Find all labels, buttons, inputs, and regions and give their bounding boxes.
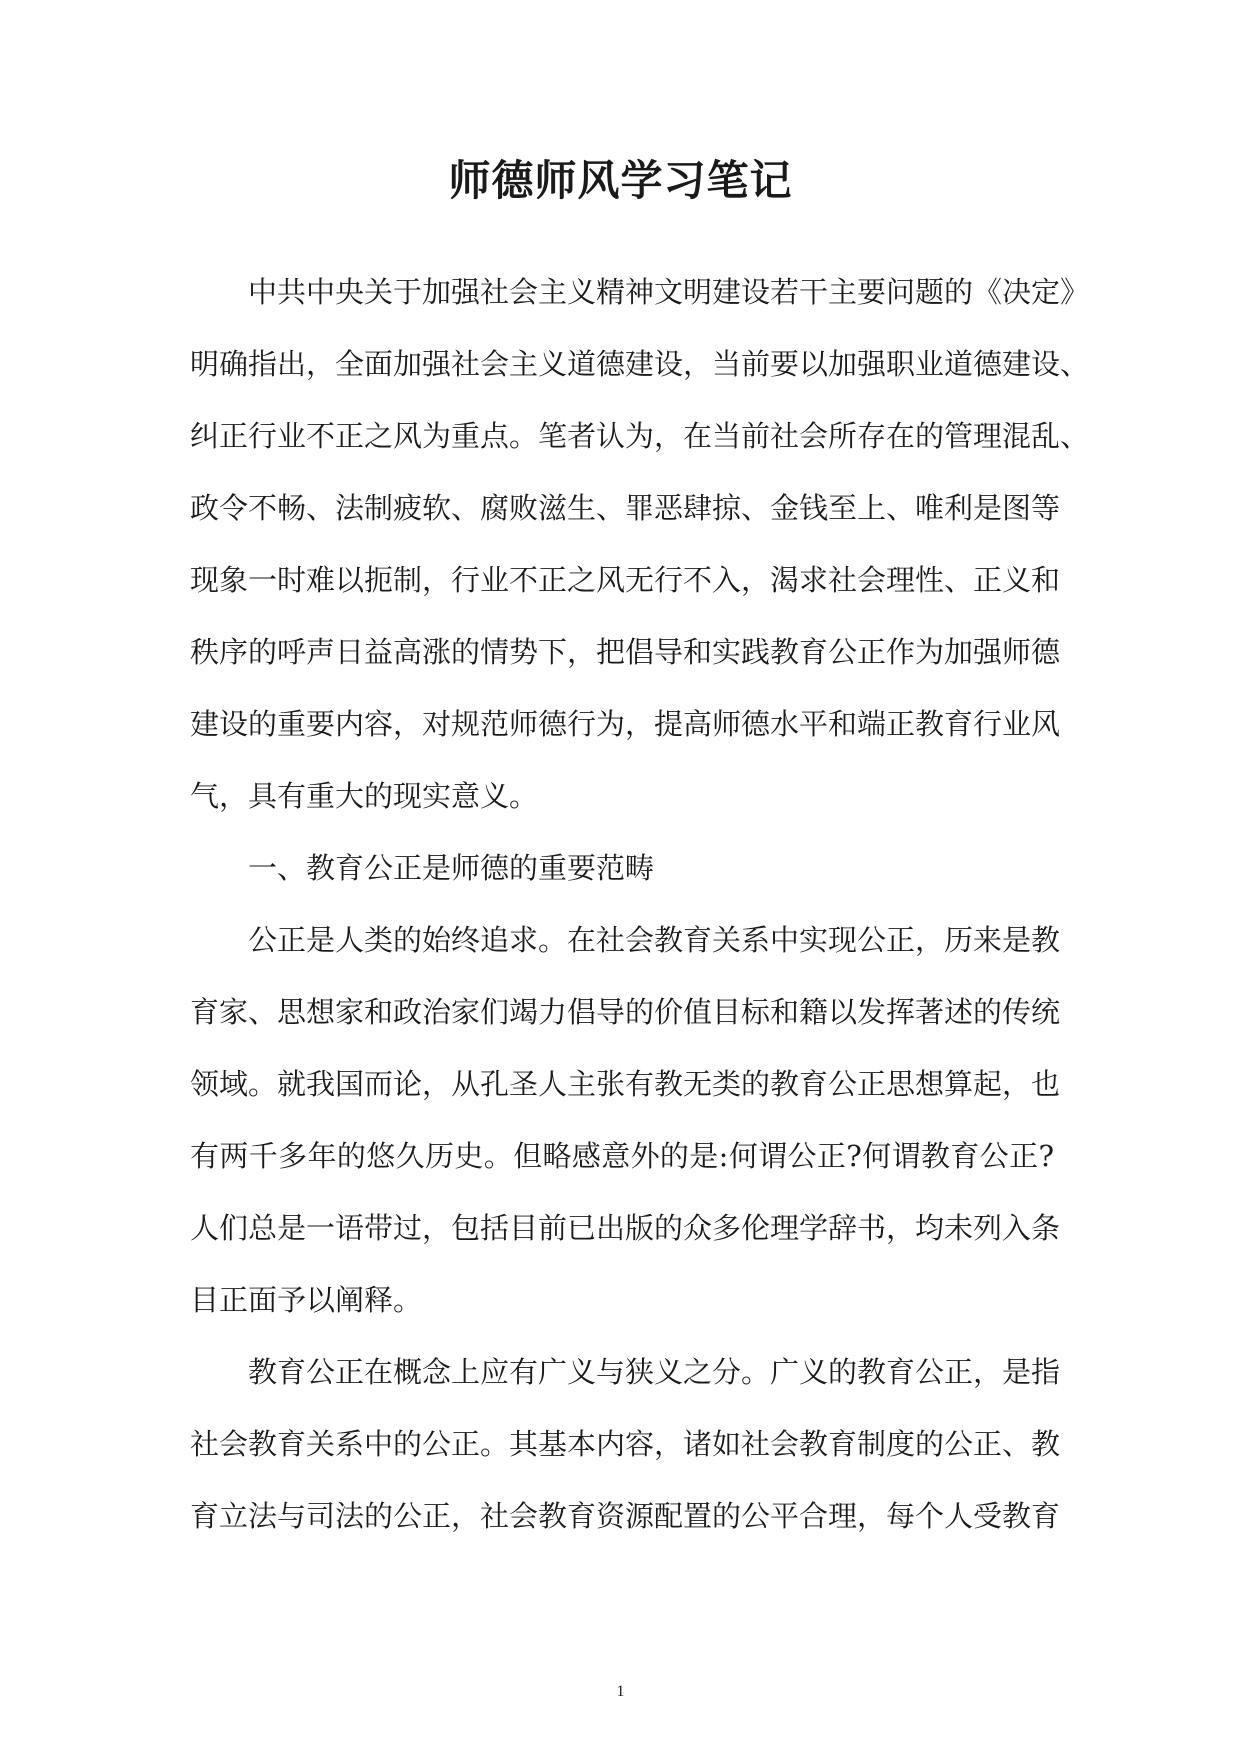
paragraph-line: 育家、思想家和政治家们竭力倡导的价值目标和籍以发挥著述的传统 <box>190 995 1061 1029</box>
paragraph-line: 领域。就我国而论，从孔圣人主张有教无类的教育公正思想算起，也 <box>190 1067 1061 1101</box>
page-number: 1 <box>616 1683 625 1700</box>
paragraph-line: 目正面予以阐释。 <box>190 1283 423 1317</box>
paragraph-line: 教育公正在概念上应有广义与狭义之分。广义的教育公正，是指 <box>248 1355 1061 1389</box>
paragraph-line: 气，具有重大的现实意义。 <box>190 779 539 813</box>
paragraph-line: 建设的重要内容，对规范师德行为，提高师德水平和端正教育行业风 <box>190 707 1061 741</box>
paragraph-line: 秩序的呼声日益高涨的情势下，把倡导和实践教育公正作为加强师德 <box>190 635 1061 669</box>
paragraph-line: 现象一时难以扼制，行业不正之风无行不入，渴求社会理性、正义和 <box>190 563 1061 597</box>
paragraph-line: 育立法与司法的公正，社会教育资源配置的公平合理，每个人受教育 <box>190 1499 1061 1533</box>
paragraph-line: 人们总是一语带过，包括目前已出版的众多伦理学辞书，均未列入条 <box>190 1211 1061 1245</box>
paragraph-line: 有两千多年的悠久历史。但略感意外的是:何谓公正?何谓教育公正? <box>190 1139 1054 1173</box>
paragraph-line: 中共中央关于加强社会主义精神文明建设若干主要问题的《决定》 <box>248 275 1090 309</box>
section-heading: 一、教育公正是师德的重要范畴 <box>248 851 655 885</box>
document-body <box>190 256 1090 1552</box>
paragraph-line: 政令不畅、法制疲软、腐败滋生、罪恶肆掠、金钱至上、唯利是图等 <box>190 491 1061 525</box>
paragraph-line: 明确指出，全面加强社会主义道德建设，当前要以加强职业道德建设、 <box>190 347 1090 381</box>
paragraph-line: 社会教育关系中的公正。其基本内容，诸如社会教育制度的公正、教 <box>190 1427 1061 1461</box>
paragraph-line: 纠正行业不正之风为重点。笔者认为，在当前社会所存在的管理混乱、 <box>190 419 1090 453</box>
paragraph-line: 公正是人类的始终追求。在社会教育关系中实现公正，历来是教 <box>248 923 1061 957</box>
document-title: 师德师风学习笔记 <box>448 156 793 205</box>
